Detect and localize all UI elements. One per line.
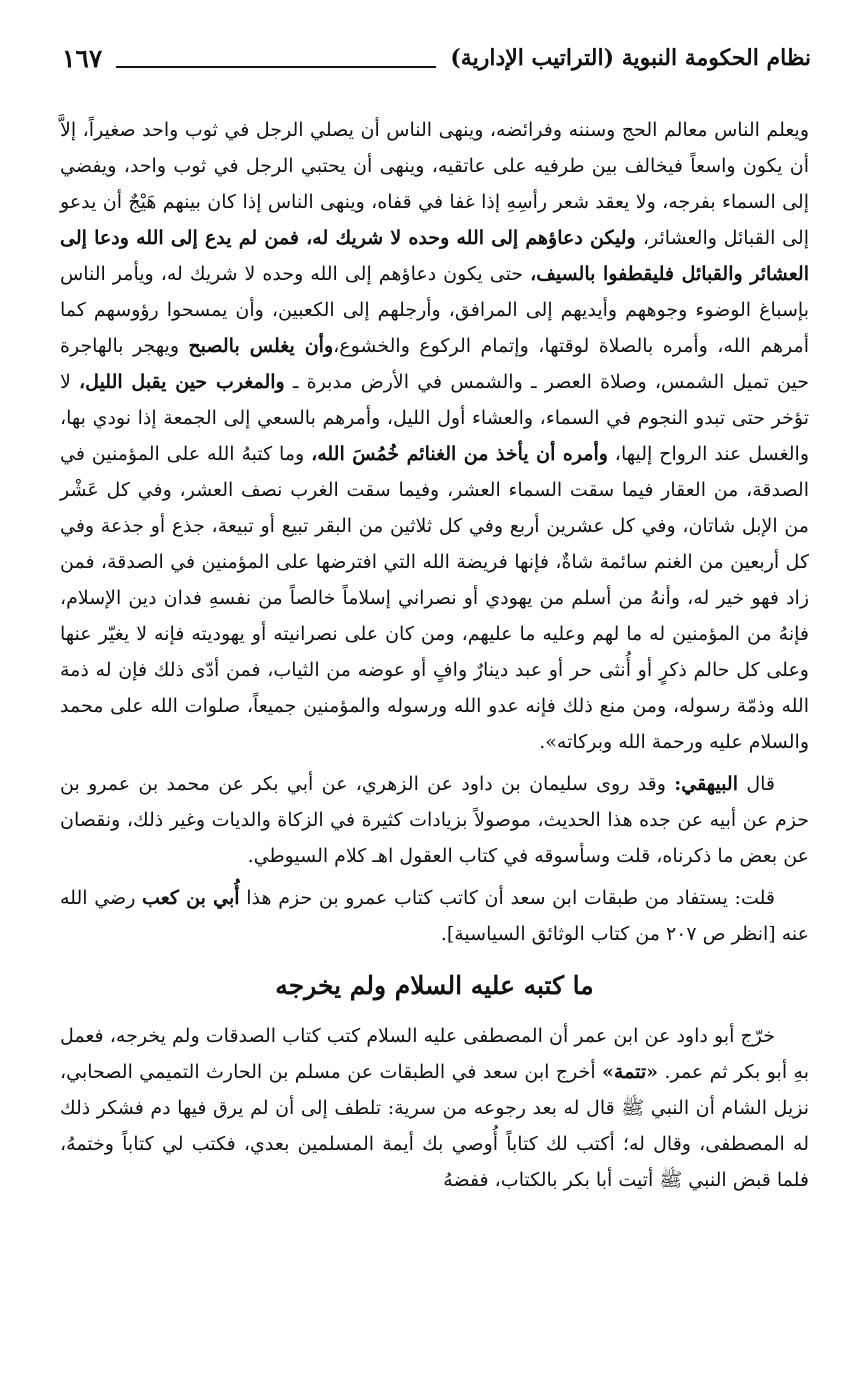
text-run: ويعلم الناس معالم الحج وسننه وفرائضه، وينهى الناس أن يصلي الرجل في ثوب واحد صغيراً، إلاَّ أن يكون واسعاً فيخالف بين طرفيه على عاتقيه، وينهى أن يحتبي الرجل في ثوب واحد، ويفضي إلى السماء بفرجه، ولا يعقد شعر رأسِهِ إذا غفا في قفاه، وينهى الناس إذا كان بينهم هَيْجٌ أن يدعو إلى القبائل والعشائر، bbox=[60, 119, 809, 249]
paragraph-bayhaqi bbox=[60, 766, 809, 874]
page-body bbox=[60, 112, 809, 1198]
paragraph-note bbox=[60, 880, 809, 952]
bold-run: وأمره أن يأخذ من الغنائم خُمُسَ الله، bbox=[311, 443, 608, 465]
paragraph-letter-text bbox=[60, 112, 809, 760]
bold-run: وليكن دعاؤهم إلى الله وحده لا شريك له، فمن لم يدع إلى الله ودعا إلى العشائر والقبائل فليقطفوا بالسيف، bbox=[60, 227, 809, 285]
text-run: خرّج أبو داود عن ابن عمر أن المصطفى عليه السلام كتب كتاب الصدقات ولم يخرجه، فعمل بهِ أبو بكر ثم عمر. bbox=[60, 1025, 809, 1083]
bold-run: «تتمة» bbox=[602, 1061, 658, 1083]
text-run: رضي الله عنه [انظر ص ٢٠٧ من كتاب الوثائق السياسية]. bbox=[60, 887, 809, 945]
bold-run: أُبي بن كعب bbox=[142, 887, 240, 909]
text-run: قال bbox=[737, 773, 775, 795]
text-run: أخرج ابن سعد في الطبقات عن مسلم بن الحارث التميمي الصحابي، نزيل الشام أن النبي ﷺ قال له بعد رجوعه من سرية: تلطف إلى أن لم يرق فيها دم فشكر ذلك له المصطفى، وقال له؛ أكتب لك كتاباً أُوصي بك أيمة المسلمين بعدي، فكتب لي كتاباً وختمهُ، فلما قبض النبي ﷺ أتيت أبا بكر بالكتاب، ففضهُ bbox=[60, 1061, 809, 1191]
text-run: وقد روى سليمان بن داود عن الزهري، عن أبي بكر عن محمد بن عمرو بن حزم عن أبيه عن جده هذا الحديث، موصولاً بزيادات كثيرة في الزكاة والديات وغير ذلك، ونقصان عن بعض ما ذكرناه، قلت وسأسوقه في كتاب العقول اهـ كلام السيوطي. bbox=[60, 773, 809, 867]
text-run: لا تؤخر حتى تبدو النجوم في السماء، والعشاء أول الليل، وأمرهم بالسعي إلى الجمعة إذا نودي بها، والغسل عند الرواح إليها، bbox=[60, 371, 810, 465]
bold-run: والمغرب حين يقبل الليل، bbox=[79, 371, 285, 393]
page-number: ١٦٧ bbox=[62, 43, 103, 73]
text-run: قلت: يستفاد من طبقات ابن سعد أن كاتب كتاب عمرو بن حزم هذا bbox=[239, 887, 775, 909]
text-run: ويهجر بالهاجرة حين تميل الشمس، وصلاة العصر ـ والشمس في الأرض مدبرة ـ bbox=[60, 335, 809, 393]
paragraph-section-text bbox=[60, 1018, 809, 1198]
header-rule bbox=[116, 66, 436, 68]
running-header bbox=[62, 28, 811, 88]
bold-run: البيهقي: bbox=[674, 773, 738, 795]
bold-run: وأن يغلس بالصبح bbox=[188, 335, 334, 357]
text-run: حتى يكون دعاؤهم إلى الله وحده لا شريك له، ويأمر الناس بإسباغ الوضوء وجوههم وأيديهم إلى المرافق، وأرجلهم إلى الكعبين، وأن يمسحوا رؤوسهم كما أمرهم الله، وأمره بالصلاة لوقتها، وإتمام الركوع والخشوع، bbox=[60, 263, 809, 357]
text-run: وما كتبهُ الله على المؤمنين في الصدقة، من العقار فيما سقت السماء العشر، وفيما سقت الغرب نصف العشر، وفي كل عَشْر من الإبل شاتان، وفي كل عشرين أربع وفي كل ثلاثين من البقر تبيع أو تبيعة، جذع أو جذعة وفي كل أربعين من الغنم سائمة شاةٌ، فإنها فريضة الله التي افترضها على المؤمنين في الصدقة، فمن زاد فهو خير له، وأنهُ من أسلم من يهودي أو نصراني إسلاماً خالصاً من نفسهِ فدان دين الإسلام، فإنهُ من المؤمنين له ما لهم وعليه ما عليهم، ومن كان على نصرانيته أو يهوديته فإنه لا يغيّر عنها وعلى كل حالم ذكرٍ أو أُنثى حر أو عبد دينارٌ وافٍ أو عوضه من الثياب، فمن أدّى ذلك فإن له ذمة الله وذمّة رسوله، ومن منع ذلك فإنه عدو الله ورسوله والمؤمنين جميعاً، صلوات الله على محمد والسلام عليه ورحمة الله وبركاته». bbox=[60, 443, 809, 753]
header-title: نظام الحكومة النبوية (التراتيب الإدارية) bbox=[450, 45, 811, 71]
section-heading: ما كتبه عليه السلام ولم يخرجه bbox=[275, 971, 594, 1000]
